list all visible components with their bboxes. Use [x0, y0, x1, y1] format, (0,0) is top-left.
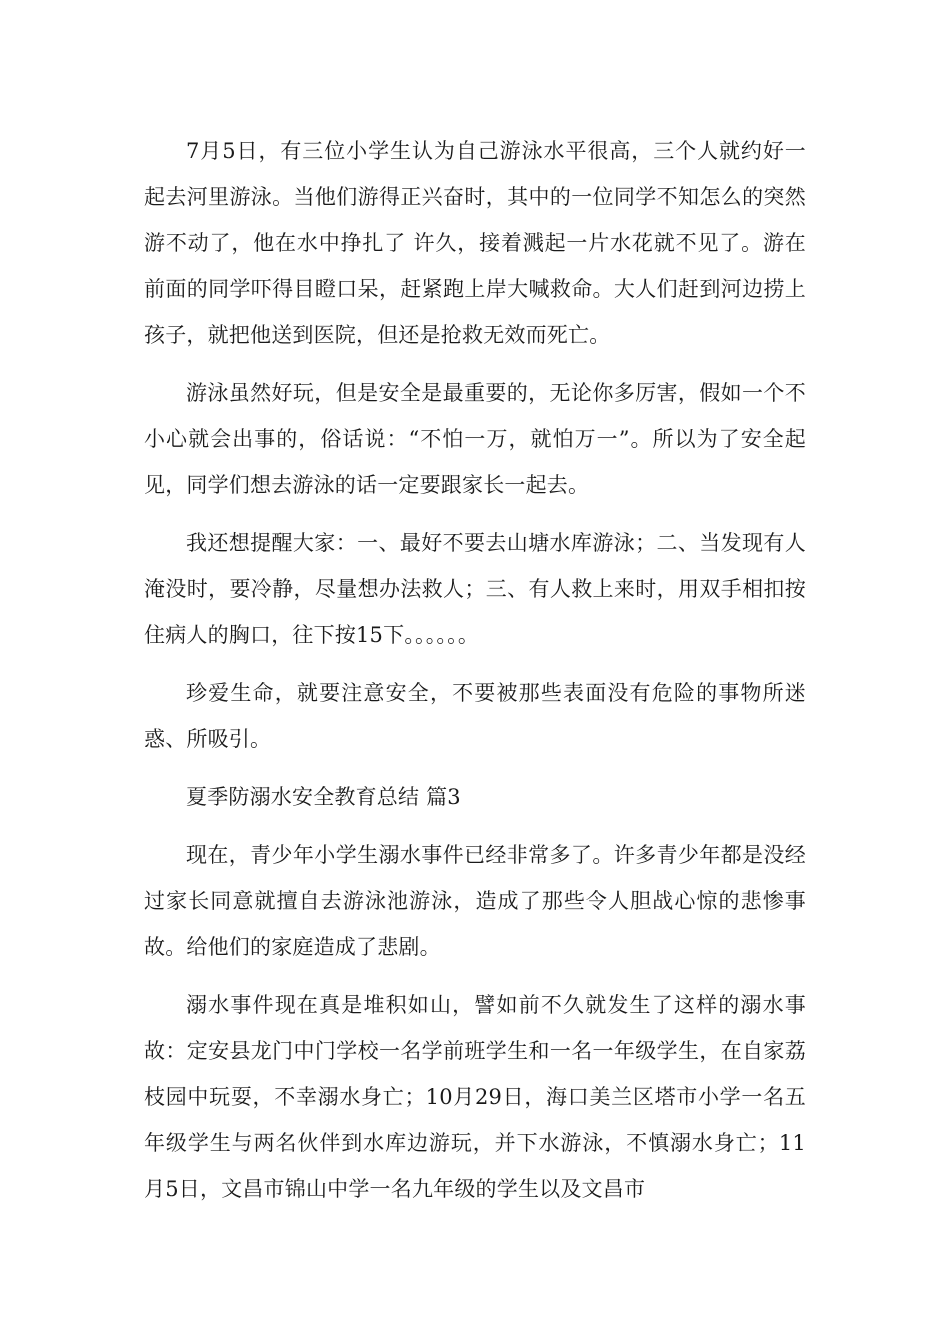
paragraph-cherish-life: 珍爱生命，就要注意安全，不要被那些表面没有危险的事物所迷惑、所吸引。	[144, 681, 806, 751]
document-body	[144, 128, 806, 1224]
paragraph-youth-incidents: 现在，青少年小学生溺水事件已经非常多了。许多青少年都是没经过家长同意就擅自去游泳池游泳，造成了那些令人胆战心惊的悲惨事故。给他们的家庭造成了悲剧。	[144, 843, 806, 959]
paragraph-reminders: 我还想提醒大家：一、最好不要去山塘水库游泳；二、当发现有人淹没时，要冷静，尽量想办法救人；三、有人救上来时，用双手相扣按住病人的胸口，往下按15下。。。。。。	[144, 531, 806, 647]
paragraph-drowning-incident: 7月5日，有三位小学生认为自己游泳水平很高，三个人就约好一起去河里游泳。当他们游得正兴奋时，其中的一位同学不知怎么的突然游不动了，他在水中挣扎了 许久，接着溅起一片水花就不见了。游在前面的同学吓得目瞪口呆，赶紧跑上岸大喊救命。大人们赶到河边捞上孩子，就把他送到医院，但还是抢救无效而死亡。	[144, 139, 806, 347]
paragraph-incident-list: 溺水事件现在真是堆积如山，譬如前不久就发生了这样的溺水事故：定安县龙门中门学校一名学前班学生和一名一年级学生，在自家荔枝园中玩耍，不幸溺水身亡；10月29日，海口美兰区塔市小学一名五年级学生与两名伙伴到水库边游玩，并下水游泳，不慎溺水身亡；11月5日，文昌市锦山中学一名九年级的学生以及文昌市	[144, 993, 806, 1201]
paragraph-swimming-safety: 游泳虽然好玩，但是安全是最重要的，无论你多厉害，假如一个不小心就会出事的，俗话说：“不怕一万，就怕万一”。所以为了安全起见，同学们想去游泳的话一定要跟家长一起去。	[144, 381, 806, 497]
section-heading: 夏季防溺水安全教育总结 篇3	[186, 785, 461, 809]
